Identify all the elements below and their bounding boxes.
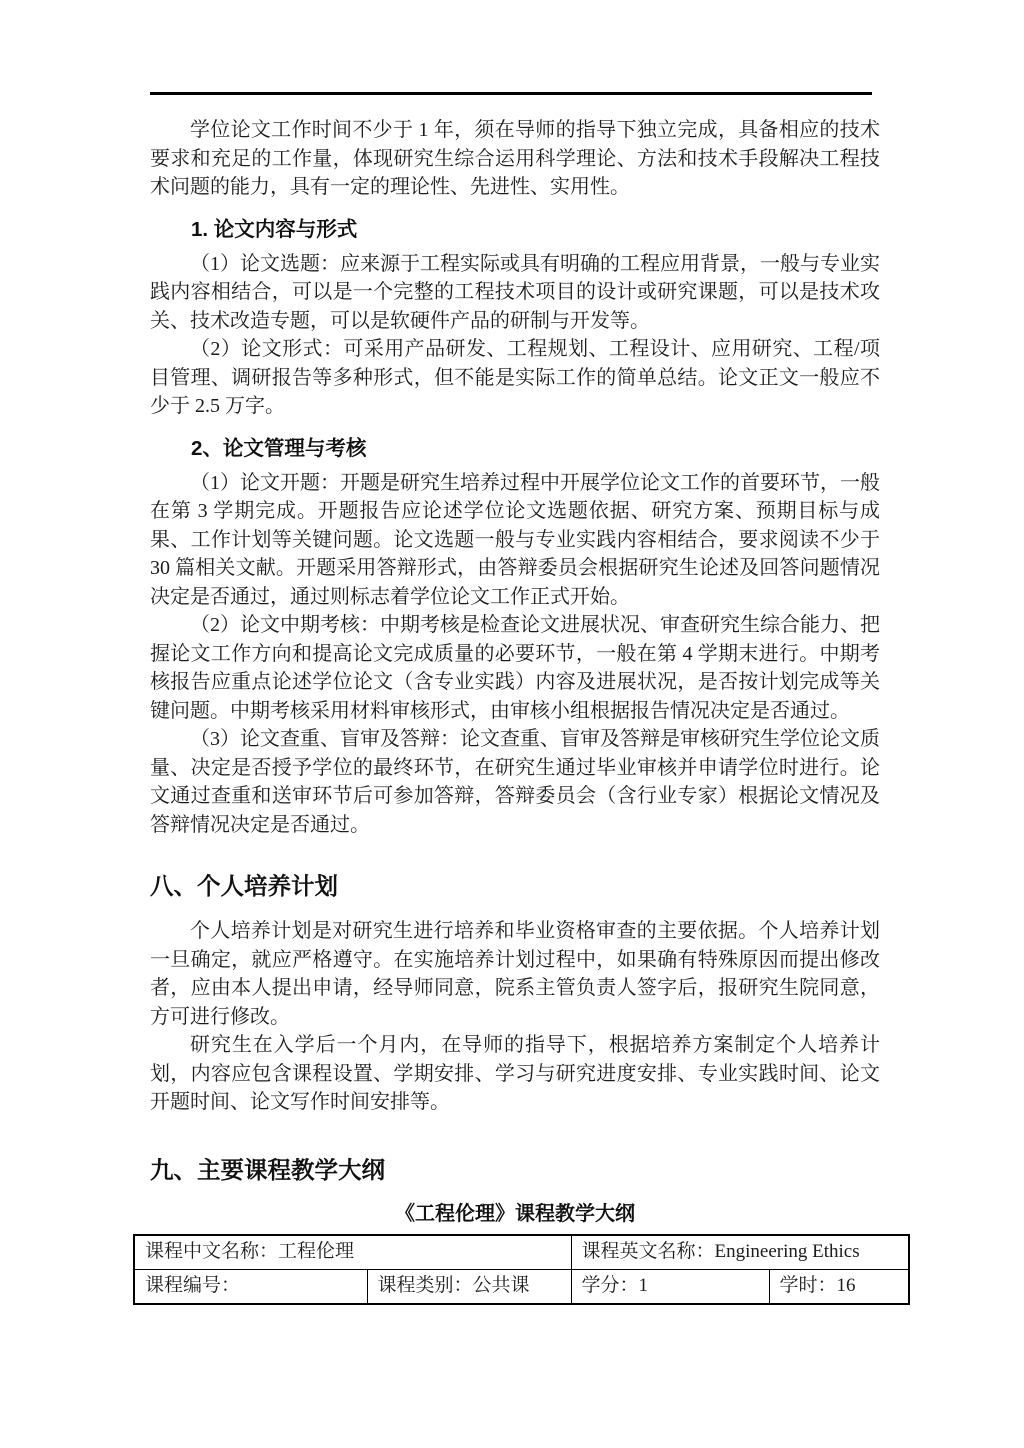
paragraph-thesis-defense: （3）论文查重、盲审及答辩：论文查重、盲审及答辩是审核研究生学位论文质量、决定是否授予学位的最终环节，在研究生通过毕业审核并申请学位时进行。论文通过查重和送审环节后可参加答辩，答辩委员会（含行业专家）根据论文情况及答辩情况决定是否通过。 — [150, 728, 880, 836]
cell-course-name-cn: 课程中文名称：工程伦理 — [134, 1235, 571, 1270]
document-content — [145, 116, 880, 1305]
cell-course-name-en: 课程英文名称：Engineering Ethics — [571, 1235, 909, 1270]
paragraph-thesis-proposal: （1）论文开题：开题是研究生培养过程中开展学位论文工作的首要环节，一般在第 3 学期完成。开题报告应论述学位论文选题依据、研究方案、预期目标与成果、工作计划等关键问题。论文选题一般与专业实践内容相结合，要求阅读不少于 30 篇相关文献。开题采用答辩形式，由答辩委员会根据研究生论述及回答问题情况决定是否通过，通过则标志着学位论文工作正式开始。 — [150, 471, 880, 608]
paragraph-thesis-midterm: （2）论文中期考核：中期考核是检查论文进展状况、审查研究生综合能力、把握论文工作方向和提高论文完成质量的必要环节，一般在第 4 学期末进行。中期考核报告应重点论述学位论文（含专业实践）内容及进展状况，是否按计划完成等关键问题。中期考核采用材料审核形式，由审核小组根据报告情况决定是否通过。 — [150, 614, 880, 722]
heading-thesis-management: 2、论文管理与考核 — [191, 436, 367, 460]
heading-thesis-content-form: 1. 论文内容与形式 — [191, 217, 358, 241]
course-table-title: 《工程伦理》课程教学大纲 — [395, 1202, 635, 1225]
heading-course-syllabus: 九、主要课程教学大纲 — [150, 1156, 385, 1183]
cell-course-hours: 学时：16 — [769, 1269, 909, 1304]
paragraph-personal-plan-basis: 个人培养计划是对研究生进行培养和毕业资格审查的主要依据。个人培养计划一旦确定，就应严格遵守。在实施培养计划过程中，如果确有特殊原因而提出修改者，应由本人提出申请，经导师同意，院系主管负责人签字后，报研究生院同意，方可进行修改。 — [150, 920, 880, 1028]
paragraph-thesis-form: （2）论文形式：可采用产品研发、工程规划、工程设计、应用研究、工程/项目管理、调研报告等多种形式，但不能是实际工作的简单总结。论文正文一般应不少于 2.5 万字。 — [150, 338, 880, 417]
paragraph-personal-plan-making: 研究生在入学后一个月内，在导师的指导下，根据培养方案制定个人培养计划，内容应包含课程设置、学期安排、学习与研究进度安排、专业实践时间、论文开题时间、论文写作时间安排等。 — [150, 1034, 880, 1113]
table-row — [134, 1269, 909, 1304]
header-rule — [150, 92, 872, 95]
thesis-intro-paragraph: 学位论文工作时间不少于 1 年，须在导师的指导下独立完成，具备相应的技术要求和充足的工作量，体现研究生综合运用科学理论、方法和技术手段解决工程技术问题的能力，具有一定的理论性、先进性、实用性。 — [150, 119, 880, 198]
heading-personal-plan: 八、个人培养计划 — [150, 873, 338, 899]
table-row — [134, 1235, 909, 1270]
cell-course-credits: 学分：1 — [571, 1269, 769, 1304]
cell-course-number: 课程编号： — [134, 1269, 367, 1304]
course-info-table — [133, 1234, 910, 1305]
cell-course-category: 课程类别：公共课 — [367, 1269, 571, 1304]
paragraph-thesis-topic: （1）论文选题：应来源于工程实际或具有明确的工程应用背景，一般与专业实践内容相结合，可以是一个完整的工程技术项目的设计或研究课题，可以是技术攻关、技术改造专题，可以是软硬件产品的研制与开发等。 — [150, 252, 880, 332]
